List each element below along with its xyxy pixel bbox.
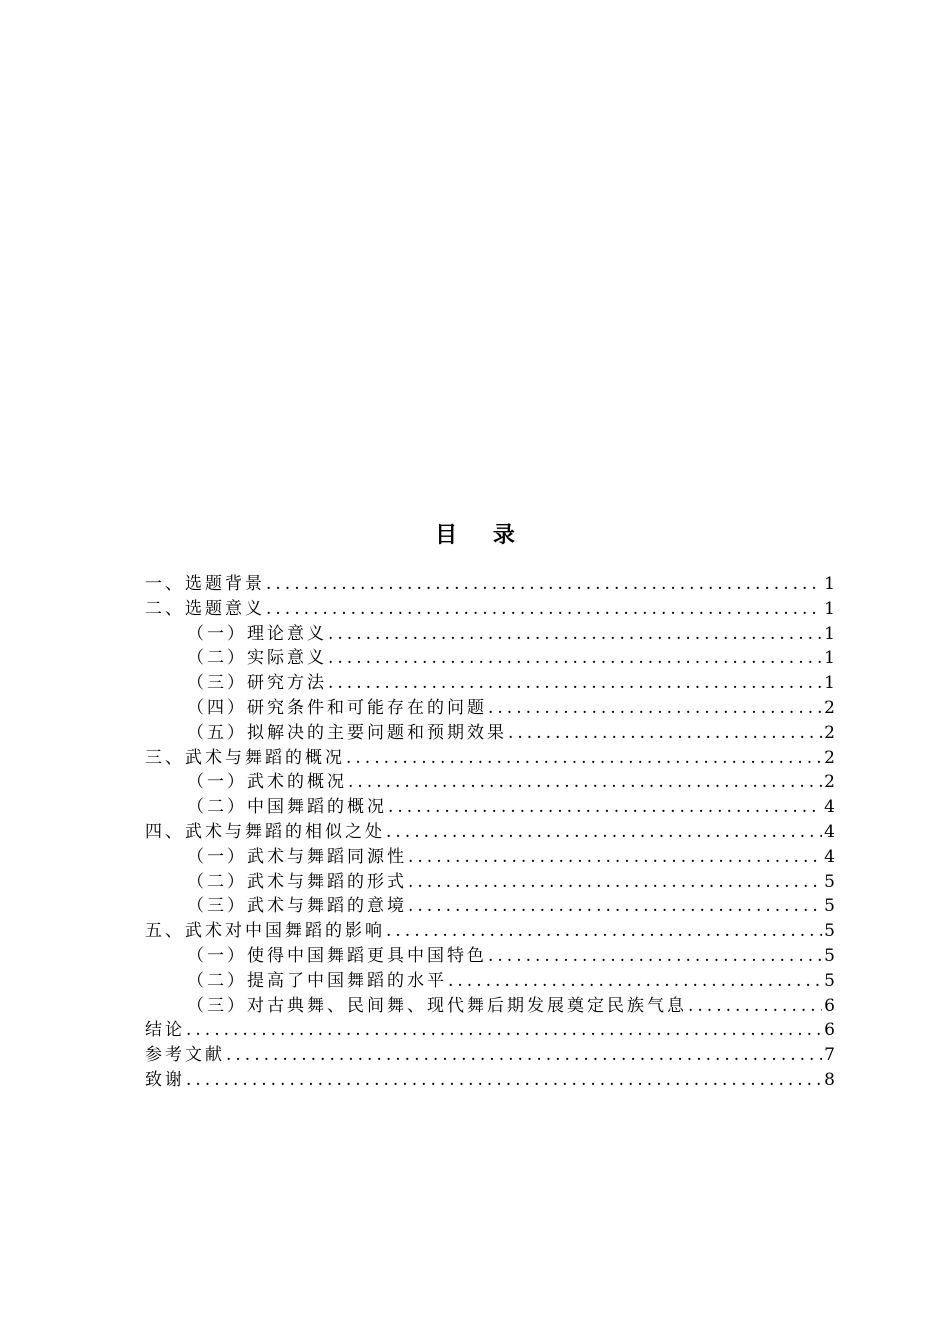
toc-entry-label: （一）武术与舞蹈同源性: [187, 846, 407, 867]
toc-entry-page-number: 4: [824, 797, 835, 818]
toc-entry: [145, 845, 835, 870]
toc-entry-label: （四）研究条件和可能存在的问题: [187, 697, 487, 718]
toc-dot-leader: [265, 597, 822, 622]
toc-dot-leader: [345, 746, 822, 771]
toc-dot-leader: [387, 795, 822, 820]
toc-entry: [145, 1018, 835, 1043]
toc-dot-leader: [185, 1018, 822, 1043]
toc-dot-leader: [407, 894, 822, 919]
table-of-contents: [145, 572, 835, 1093]
toc-dot-leader: [327, 671, 822, 696]
toc-entry: [145, 944, 835, 969]
toc-dot-leader: [225, 1043, 822, 1068]
toc-dot-leader: [265, 572, 822, 597]
toc-entry-page-number: 4: [824, 846, 835, 867]
toc-entry-label: （二）武术与舞蹈的形式: [187, 871, 407, 892]
toc-entry-page-number: 1: [824, 598, 835, 619]
toc-entry-label: 参考文献: [145, 1045, 225, 1066]
toc-entry-label: 四、武术与舞蹈的相似之处: [145, 821, 385, 842]
toc-title: [0, 518, 950, 554]
toc-entry-page-number: 2: [824, 747, 835, 768]
toc-entry-page-number: 5: [824, 921, 835, 942]
toc-entry: [145, 696, 835, 721]
toc-entry-page-number: 5: [824, 970, 835, 991]
toc-entry-page-number: 5: [824, 871, 835, 892]
toc-entry: [145, 721, 835, 746]
toc-entry-label: 致谢: [145, 1069, 185, 1090]
toc-entry-page-number: 1: [824, 574, 835, 594]
toc-entry-page-number: 7: [824, 1045, 835, 1066]
toc-entry: [145, 572, 835, 597]
toc-entry-label: （三）对古典舞、民间舞、现代舞后期发展奠定民族气息: [187, 995, 687, 1016]
toc-entry: [145, 1068, 835, 1093]
toc-entry-label: （一）理论意义: [187, 623, 327, 644]
toc-dot-leader: [687, 994, 822, 1019]
toc-entry-label: （二）中国舞蹈的概况: [187, 797, 387, 818]
toc-entry-page-number: 2: [824, 722, 835, 743]
toc-entry-page-number: 2: [824, 697, 835, 718]
toc-entry-label: （一）使得中国舞蹈更具中国特色: [187, 945, 487, 966]
toc-entry: [145, 770, 835, 795]
toc-entry-page-number: 1: [824, 648, 835, 669]
toc-dot-leader: [487, 944, 822, 969]
toc-title-text: 目 录: [435, 523, 529, 548]
toc-entry: [145, 622, 835, 647]
toc-entry-label: （三）武术与舞蹈的意境: [187, 896, 407, 917]
toc-dot-leader: [407, 870, 822, 895]
toc-entry: [145, 597, 835, 622]
toc-entry: [145, 646, 835, 671]
toc-entry-label: 五、武术对中国舞蹈的影响: [145, 921, 385, 942]
toc-entry-label: （一）武术的概况: [187, 772, 347, 793]
toc-entry-label: 一、选题背景: [145, 574, 265, 594]
toc-entry-label: （五）拟解决的主要问题和预期效果: [187, 722, 507, 743]
toc-entry-label: （二）实际意义: [187, 648, 327, 669]
toc-dot-leader: [327, 622, 822, 647]
toc-entry: [145, 1043, 835, 1068]
toc-entry-label: （二）提高了中国舞蹈的水平: [187, 970, 447, 991]
toc-entry: [145, 994, 835, 1019]
toc-entry-page-number: 1: [824, 623, 835, 644]
toc-entry-page-number: 8: [824, 1069, 835, 1090]
toc-entry-page-number: 5: [824, 945, 835, 966]
toc-entry: [145, 969, 835, 994]
toc-entry-page-number: 4: [824, 821, 835, 842]
toc-dot-leader: [327, 646, 822, 671]
toc-entry: [145, 746, 835, 771]
toc-dot-leader: [407, 845, 822, 870]
toc-dot-leader: [507, 721, 822, 746]
toc-dot-leader: [385, 820, 822, 845]
toc-entry-page-number: 2: [824, 772, 835, 793]
toc-entry-label: 结论: [145, 1020, 185, 1041]
toc-entry-page-number: 6: [824, 1020, 835, 1041]
toc-dot-leader: [447, 969, 822, 994]
toc-dot-leader: [385, 919, 822, 944]
toc-dot-leader: [347, 770, 822, 795]
toc-entry: [145, 820, 835, 845]
toc-entry-label: （三）研究方法: [187, 673, 327, 694]
toc-dot-leader: [487, 696, 822, 721]
toc-entry: [145, 870, 835, 895]
toc-entry-page-number: 5: [824, 896, 835, 917]
toc-entry-label: 二、选题意义: [145, 598, 265, 619]
toc-entry: [145, 919, 835, 944]
toc-entry-page-number: 1: [824, 673, 835, 694]
toc-dot-leader: [185, 1068, 822, 1093]
toc-entry-page-number: 6: [824, 995, 835, 1016]
toc-entry-label: 三、武术与舞蹈的概况: [145, 747, 345, 768]
toc-entry: [145, 671, 835, 696]
toc-entry: [145, 795, 835, 820]
toc-entry: [145, 894, 835, 919]
